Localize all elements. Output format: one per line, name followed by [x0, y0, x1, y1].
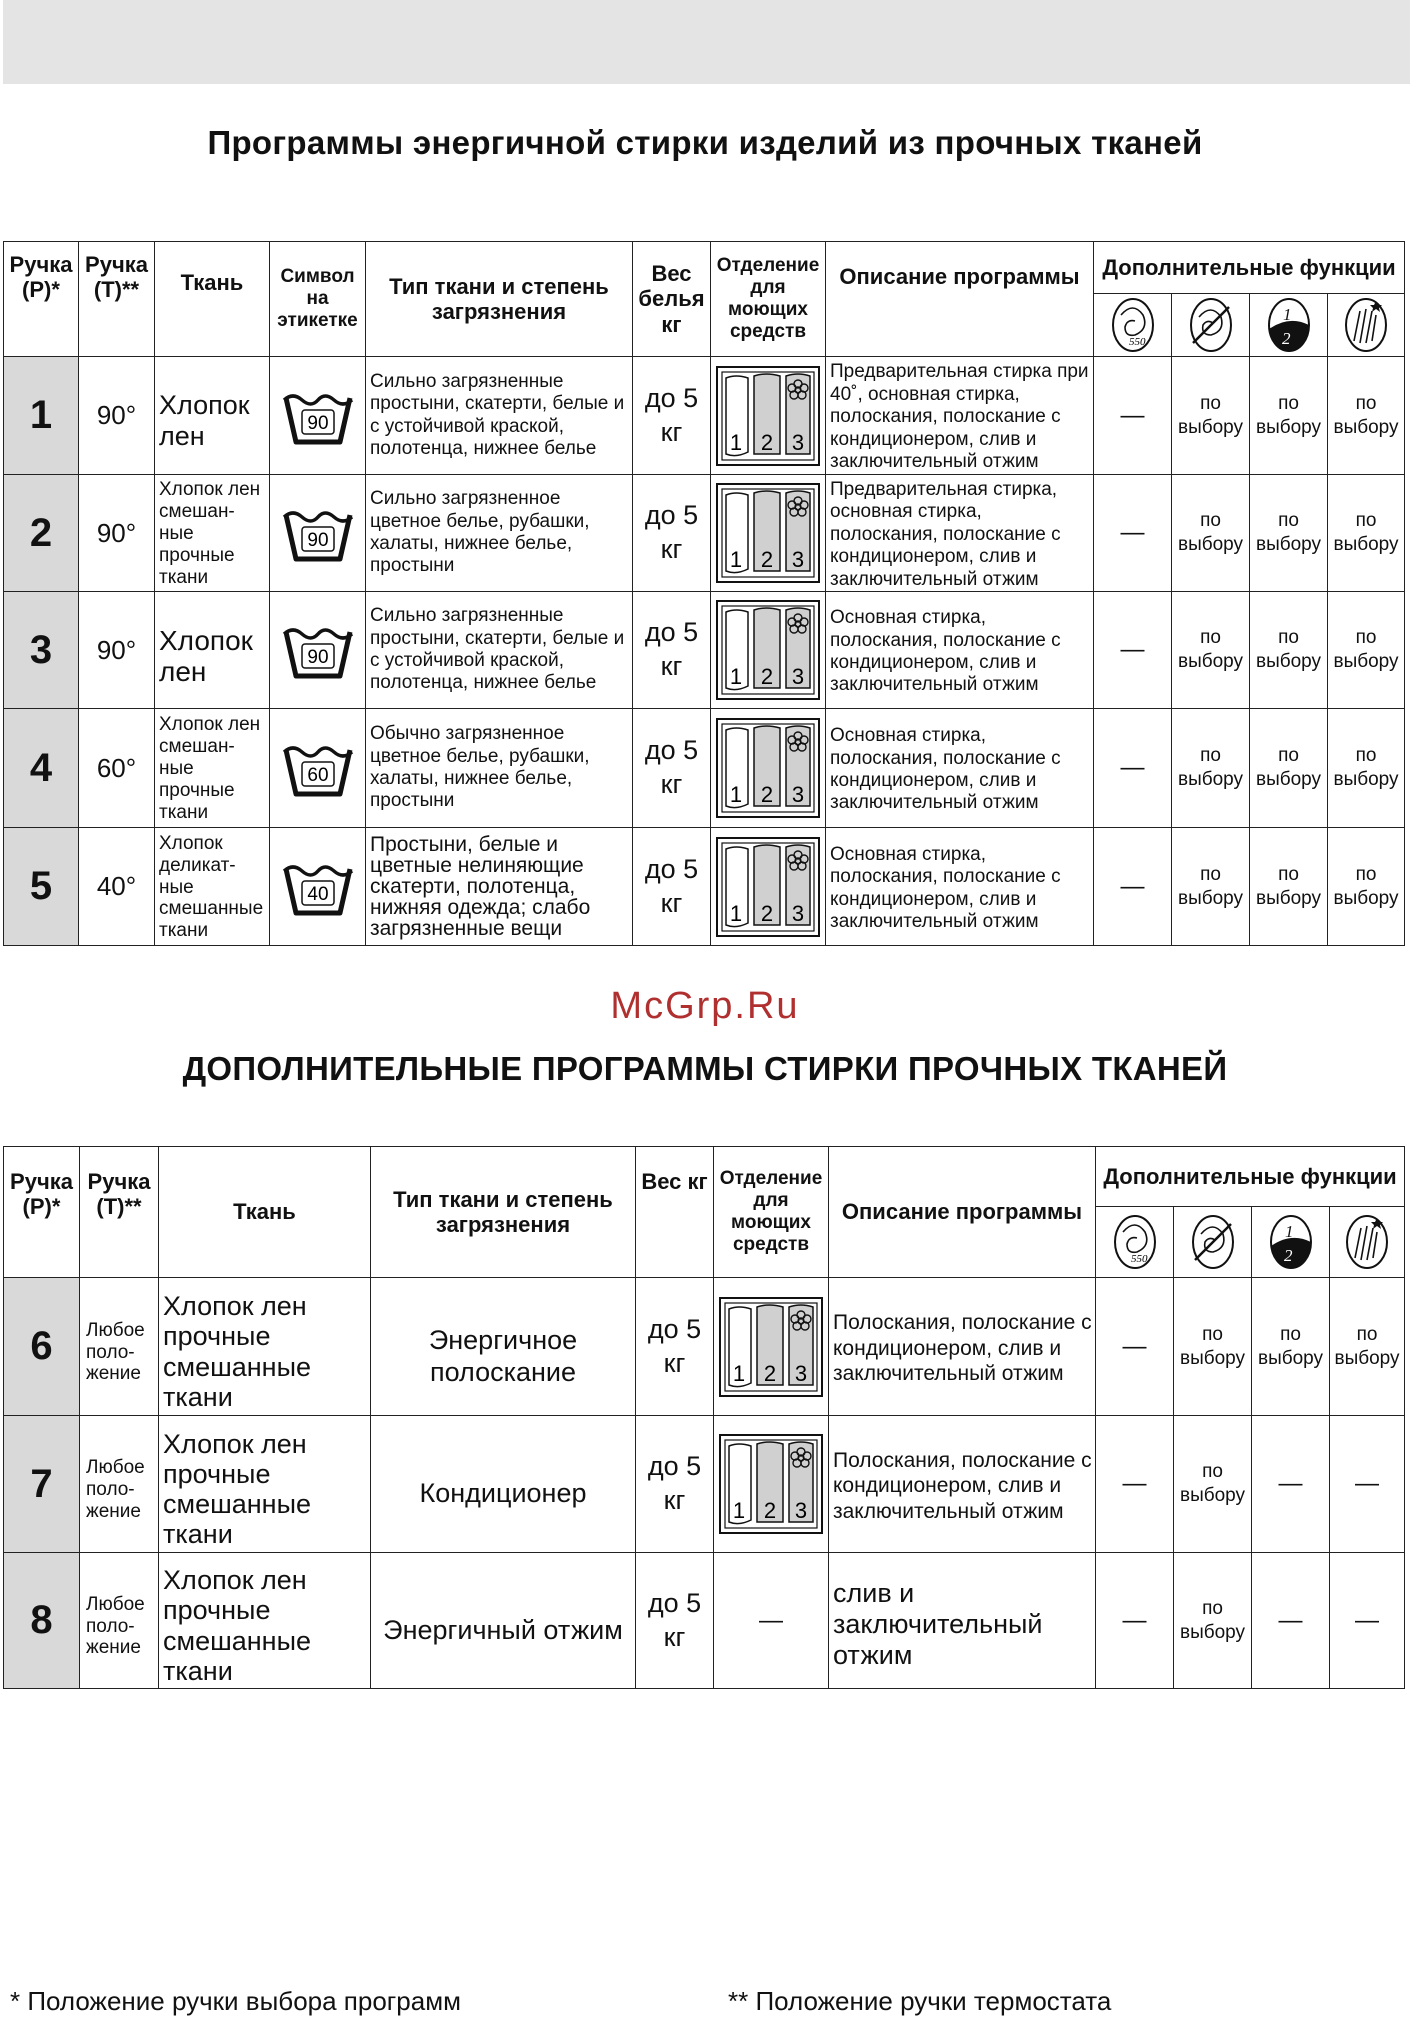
function-half-load: по выбору — [1250, 475, 1328, 592]
load-weight: до 5 кг — [636, 1278, 714, 1416]
svg-text:1: 1 — [732, 1360, 746, 1386]
function-spin-550: — — [1094, 475, 1172, 592]
half-load-label-top: 1 — [1282, 305, 1291, 324]
header-fabric: Ткань — [155, 242, 270, 357]
fabric-type-soil: Обычно загрязненное цветное белье, рубашки, халаты, нижнее белье, простыни — [366, 709, 633, 828]
half-load-icon — [1250, 294, 1328, 357]
function-half-load: — — [1252, 1553, 1330, 1689]
svg-text:3: 3 — [794, 1498, 808, 1523]
wash-temperature-icon — [280, 855, 356, 919]
program-description: слив и заключительный отжим — [829, 1553, 1096, 1689]
header2-description: Описание программы — [829, 1147, 1096, 1278]
temperature: 60° — [79, 709, 155, 828]
dispenser-cell — [711, 475, 826, 592]
temperature: 90° — [79, 592, 155, 709]
extra-rinse-icon — [1330, 1207, 1405, 1278]
header-weight: Вес белья кг — [633, 242, 711, 357]
function-spin-550: — — [1094, 357, 1172, 475]
header-extra-functions: Дополнительные функции — [1094, 242, 1405, 294]
half-load-label-top: 1 — [1284, 1222, 1293, 1241]
detergent-dispenser-icon — [714, 835, 822, 939]
function-half-load: по выбору — [1250, 592, 1328, 709]
care-symbol-temperature: 90 — [306, 530, 329, 552]
function-no-spin: по выбору — [1172, 592, 1250, 709]
dispenser-cell — [711, 709, 826, 828]
program-description: Основная стирка, полоскания, полоскание с кондиционером, слив и заключительный отжим — [826, 592, 1094, 709]
header2-weight: Вес кг — [636, 1147, 714, 1278]
care-symbol — [270, 357, 366, 475]
spin-550-label: 550 — [1128, 336, 1145, 348]
no-spin-icon — [1172, 294, 1250, 357]
load-weight: до 5 кг — [633, 828, 711, 946]
fabric: Хлопок лен прочные смешанные ткани — [159, 1416, 371, 1553]
program-number: 7 — [4, 1416, 80, 1553]
detergent-dispenser-icon — [717, 1295, 825, 1399]
function-extra-rinse: — — [1330, 1416, 1405, 1553]
function-extra-rinse: по выбору — [1328, 357, 1405, 475]
function-extra-rinse: по выбору — [1328, 828, 1405, 946]
fabric: Хлопок деликат-ные смешанные ткани — [155, 828, 270, 946]
spin-550-label: 550 — [1130, 1253, 1147, 1265]
fabric: Хлопок лен смешан-ные прочные ткани — [155, 475, 270, 592]
function-extra-rinse: по выбору — [1328, 709, 1405, 828]
dispenser-cell — [714, 1278, 829, 1416]
dispenser-cell — [711, 592, 826, 709]
temperature: 40° — [79, 828, 155, 946]
program-number: 3 — [4, 592, 79, 709]
fabric-type-soil: Сильно загрязненные простыни, скатерти, белые и с устойчивой краской, полотенца, нижнее белье — [366, 357, 633, 475]
program-row — [4, 709, 1405, 828]
function-half-load: по выбору — [1252, 1278, 1330, 1416]
fabric: Хлопок лен смешан-ные прочные ткани — [155, 709, 270, 828]
wash-temperature-icon — [280, 736, 356, 800]
load-weight: до 5 кг — [633, 475, 711, 592]
svg-text:3: 3 — [791, 900, 805, 926]
function-no-spin: по выбору — [1174, 1416, 1252, 1553]
fabric: Хлопок лен — [155, 592, 270, 709]
function-half-load: по выбору — [1250, 357, 1328, 475]
svg-text:2: 2 — [763, 1498, 777, 1523]
load-weight: до 5 кг — [633, 592, 711, 709]
function-spin-550: — — [1096, 1553, 1174, 1689]
function-no-spin: по выбору — [1174, 1278, 1252, 1416]
load-weight: до 5 кг — [636, 1553, 714, 1689]
header-handle-t: Ручка (T)** — [79, 242, 155, 357]
footnote-program-handle: * Положение ручки выбора программ — [10, 1986, 461, 2016]
care-symbol — [270, 828, 366, 946]
function-half-load: — — [1252, 1416, 1330, 1553]
program-row — [4, 1278, 1405, 1416]
extra-rinse-icon — [1328, 294, 1405, 357]
load-weight: до 5 кг — [633, 357, 711, 475]
care-symbol-temperature: 60 — [306, 765, 329, 787]
half-load-label-bottom: 2 — [1283, 1246, 1292, 1265]
dispenser-cell — [711, 357, 826, 475]
program-row — [4, 1416, 1405, 1553]
temperature: 90° — [79, 357, 155, 475]
function-no-spin: по выбору — [1172, 709, 1250, 828]
function-spin-550: — — [1094, 592, 1172, 709]
function-half-load: по выбору — [1250, 828, 1328, 946]
spin-550-icon — [1094, 294, 1172, 357]
dispenser-cell — [711, 828, 826, 946]
program-description: Полоскания, полоскание с кондиционером, слив и заключительный отжим — [829, 1278, 1096, 1416]
svg-text:3: 3 — [791, 664, 805, 690]
handle-position: Любое поло-жение — [80, 1553, 159, 1689]
spin-550-icon — [1096, 1207, 1174, 1278]
fabric-type-soil: Кондиционер — [371, 1416, 636, 1553]
detergent-dispenser-icon — [714, 481, 822, 585]
care-symbol-temperature: 40 — [306, 883, 329, 905]
program-row — [4, 828, 1405, 946]
function-no-spin: по выбору — [1174, 1553, 1252, 1689]
wash-temperature-icon — [280, 384, 356, 448]
program-row — [4, 1553, 1405, 1689]
half-load-label-bottom: 2 — [1281, 329, 1290, 348]
half-load-icon — [1252, 1207, 1330, 1278]
svg-text:1: 1 — [729, 664, 743, 690]
header2-extra-functions: Дополнительные функции — [1096, 1147, 1405, 1207]
dispenser-cell: — — [714, 1553, 829, 1689]
function-half-load: по выбору — [1250, 709, 1328, 828]
program-number: 6 — [4, 1278, 80, 1416]
header-symbol: Символ на этикетке — [270, 242, 366, 357]
no-spin-icon — [1174, 1207, 1252, 1278]
svg-text:1: 1 — [729, 547, 743, 573]
svg-text:2: 2 — [760, 664, 774, 690]
function-extra-rinse: по выбору — [1328, 592, 1405, 709]
load-weight: до 5 кг — [636, 1416, 714, 1553]
svg-text:2: 2 — [760, 547, 774, 573]
program-description: Предварительная стирка, основная стирка, полоскания, полоскание с кондиционером, слив и заключительный отжим — [826, 475, 1094, 592]
detergent-dispenser-icon — [714, 598, 822, 702]
care-symbol — [270, 475, 366, 592]
detergent-dispenser-icon — [714, 364, 822, 468]
program-number: 4 — [4, 709, 79, 828]
header2-fabric: Ткань — [159, 1147, 371, 1278]
programs-table-additional — [3, 1146, 1405, 1689]
function-spin-550: — — [1094, 709, 1172, 828]
program-description: Полоскания, полоскание с кондиционером, слив и заключительный отжим — [829, 1416, 1096, 1553]
function-no-spin: по выбору — [1172, 357, 1250, 475]
page-title: Программы энергичной стирки изделий из прочных тканей — [207, 124, 1203, 161]
program-row — [4, 592, 1405, 709]
function-no-spin: по выбору — [1172, 828, 1250, 946]
care-symbol-temperature: 90 — [306, 647, 329, 669]
function-spin-550: — — [1094, 828, 1172, 946]
fabric: Хлопок лен — [155, 357, 270, 475]
svg-text:2: 2 — [760, 782, 774, 808]
care-symbol — [270, 592, 366, 709]
program-description: Основная стирка, полоскания, полоскание с кондиционером, слив и заключительный отжим — [826, 828, 1094, 946]
function-extra-rinse: — — [1330, 1553, 1405, 1689]
header2-dispenser: Отделение для моющих средств — [714, 1147, 829, 1278]
program-number: 1 — [4, 357, 79, 475]
svg-text:2: 2 — [760, 900, 774, 926]
svg-text:1: 1 — [729, 782, 743, 808]
fabric-type-soil: Энергичное полоскание — [371, 1278, 636, 1416]
top-gray-band — [3, 0, 1410, 84]
footnote-thermostat-handle: ** Положение ручки термостата — [728, 1986, 1112, 2016]
header2-fabric-type: Тип ткани и степень загрязнения — [371, 1147, 636, 1278]
dispenser-cell — [714, 1416, 829, 1553]
load-weight: до 5 кг — [633, 709, 711, 828]
header-handle-p: Ручка (P)* — [4, 242, 79, 357]
program-description: Предварительная стирка при 40˚, основная стирка, полоскания, полоскание с кондиционером, слив и заключительный отжим — [826, 357, 1094, 475]
svg-text:1: 1 — [732, 1498, 746, 1523]
handle-position: Любое поло-жение — [80, 1416, 159, 1553]
temperature: 90° — [79, 475, 155, 592]
programs-table-main — [3, 241, 1405, 946]
svg-text:1: 1 — [729, 429, 743, 455]
wash-temperature-icon — [280, 501, 356, 565]
function-spin-550: — — [1096, 1416, 1174, 1553]
fabric-type-soil: Сильно загрязненное цветное белье, рубашки, халаты, нижнее белье, простыни — [366, 475, 633, 592]
fabric-type-soil: Энергичный отжим — [371, 1553, 636, 1689]
detergent-dispenser-icon — [717, 1432, 825, 1536]
svg-text:2: 2 — [760, 429, 774, 455]
program-row — [4, 475, 1405, 592]
program-number: 2 — [4, 475, 79, 592]
svg-text:3: 3 — [794, 1360, 808, 1386]
header2-handle-t: Ручка (T)** — [80, 1147, 159, 1278]
header2-handle-p: Ручка (P)* — [4, 1147, 80, 1278]
svg-text:3: 3 — [791, 429, 805, 455]
detergent-dispenser-icon — [714, 716, 822, 820]
program-number: 8 — [4, 1553, 80, 1689]
svg-text:3: 3 — [791, 547, 805, 573]
header-fabric-type: Тип ткани и степень загрязнения — [366, 242, 633, 357]
program-number: 5 — [4, 828, 79, 946]
program-description: Основная стирка, полоскания, полоскание с кондиционером, слив и заключительный отжим — [826, 709, 1094, 828]
program-row — [4, 357, 1405, 475]
svg-text:1: 1 — [729, 900, 743, 926]
care-symbol — [270, 709, 366, 828]
fabric-type-soil: Простыни, белые и цветные нелиняющие скатерти, полотенца, нижняя одежда; слабо загрязненные вещи — [366, 828, 633, 946]
function-no-spin: по выбору — [1172, 475, 1250, 592]
section-title-additional: ДОПОЛНИТЕЛЬНЫЕ ПРОГРАММЫ СТИРКИ ПРОЧНЫХ ТКАНЕЙ — [182, 1050, 1228, 1087]
svg-text:2: 2 — [763, 1360, 777, 1386]
handle-position: Любое поло-жение — [80, 1278, 159, 1416]
watermark: McGrp.Ru — [610, 985, 800, 1027]
fabric-type-soil: Сильно загрязненные простыни, скатерти, белые и с устойчивой краской, полотенца, нижнее белье — [366, 592, 633, 709]
function-extra-rinse: по выбору — [1328, 475, 1405, 592]
fabric: Хлопок лен прочные смешанные ткани — [159, 1553, 371, 1689]
function-spin-550: — — [1096, 1278, 1174, 1416]
header-dispenser: Отделение для моющих средств — [711, 242, 826, 357]
function-extra-rinse: по выбору — [1330, 1278, 1405, 1416]
care-symbol-temperature: 90 — [306, 412, 329, 434]
fabric: Хлопок лен прочные смешанные ткани — [159, 1278, 371, 1416]
wash-temperature-icon — [280, 618, 356, 682]
svg-text:3: 3 — [791, 782, 805, 808]
header-description: Описание программы — [826, 242, 1094, 357]
